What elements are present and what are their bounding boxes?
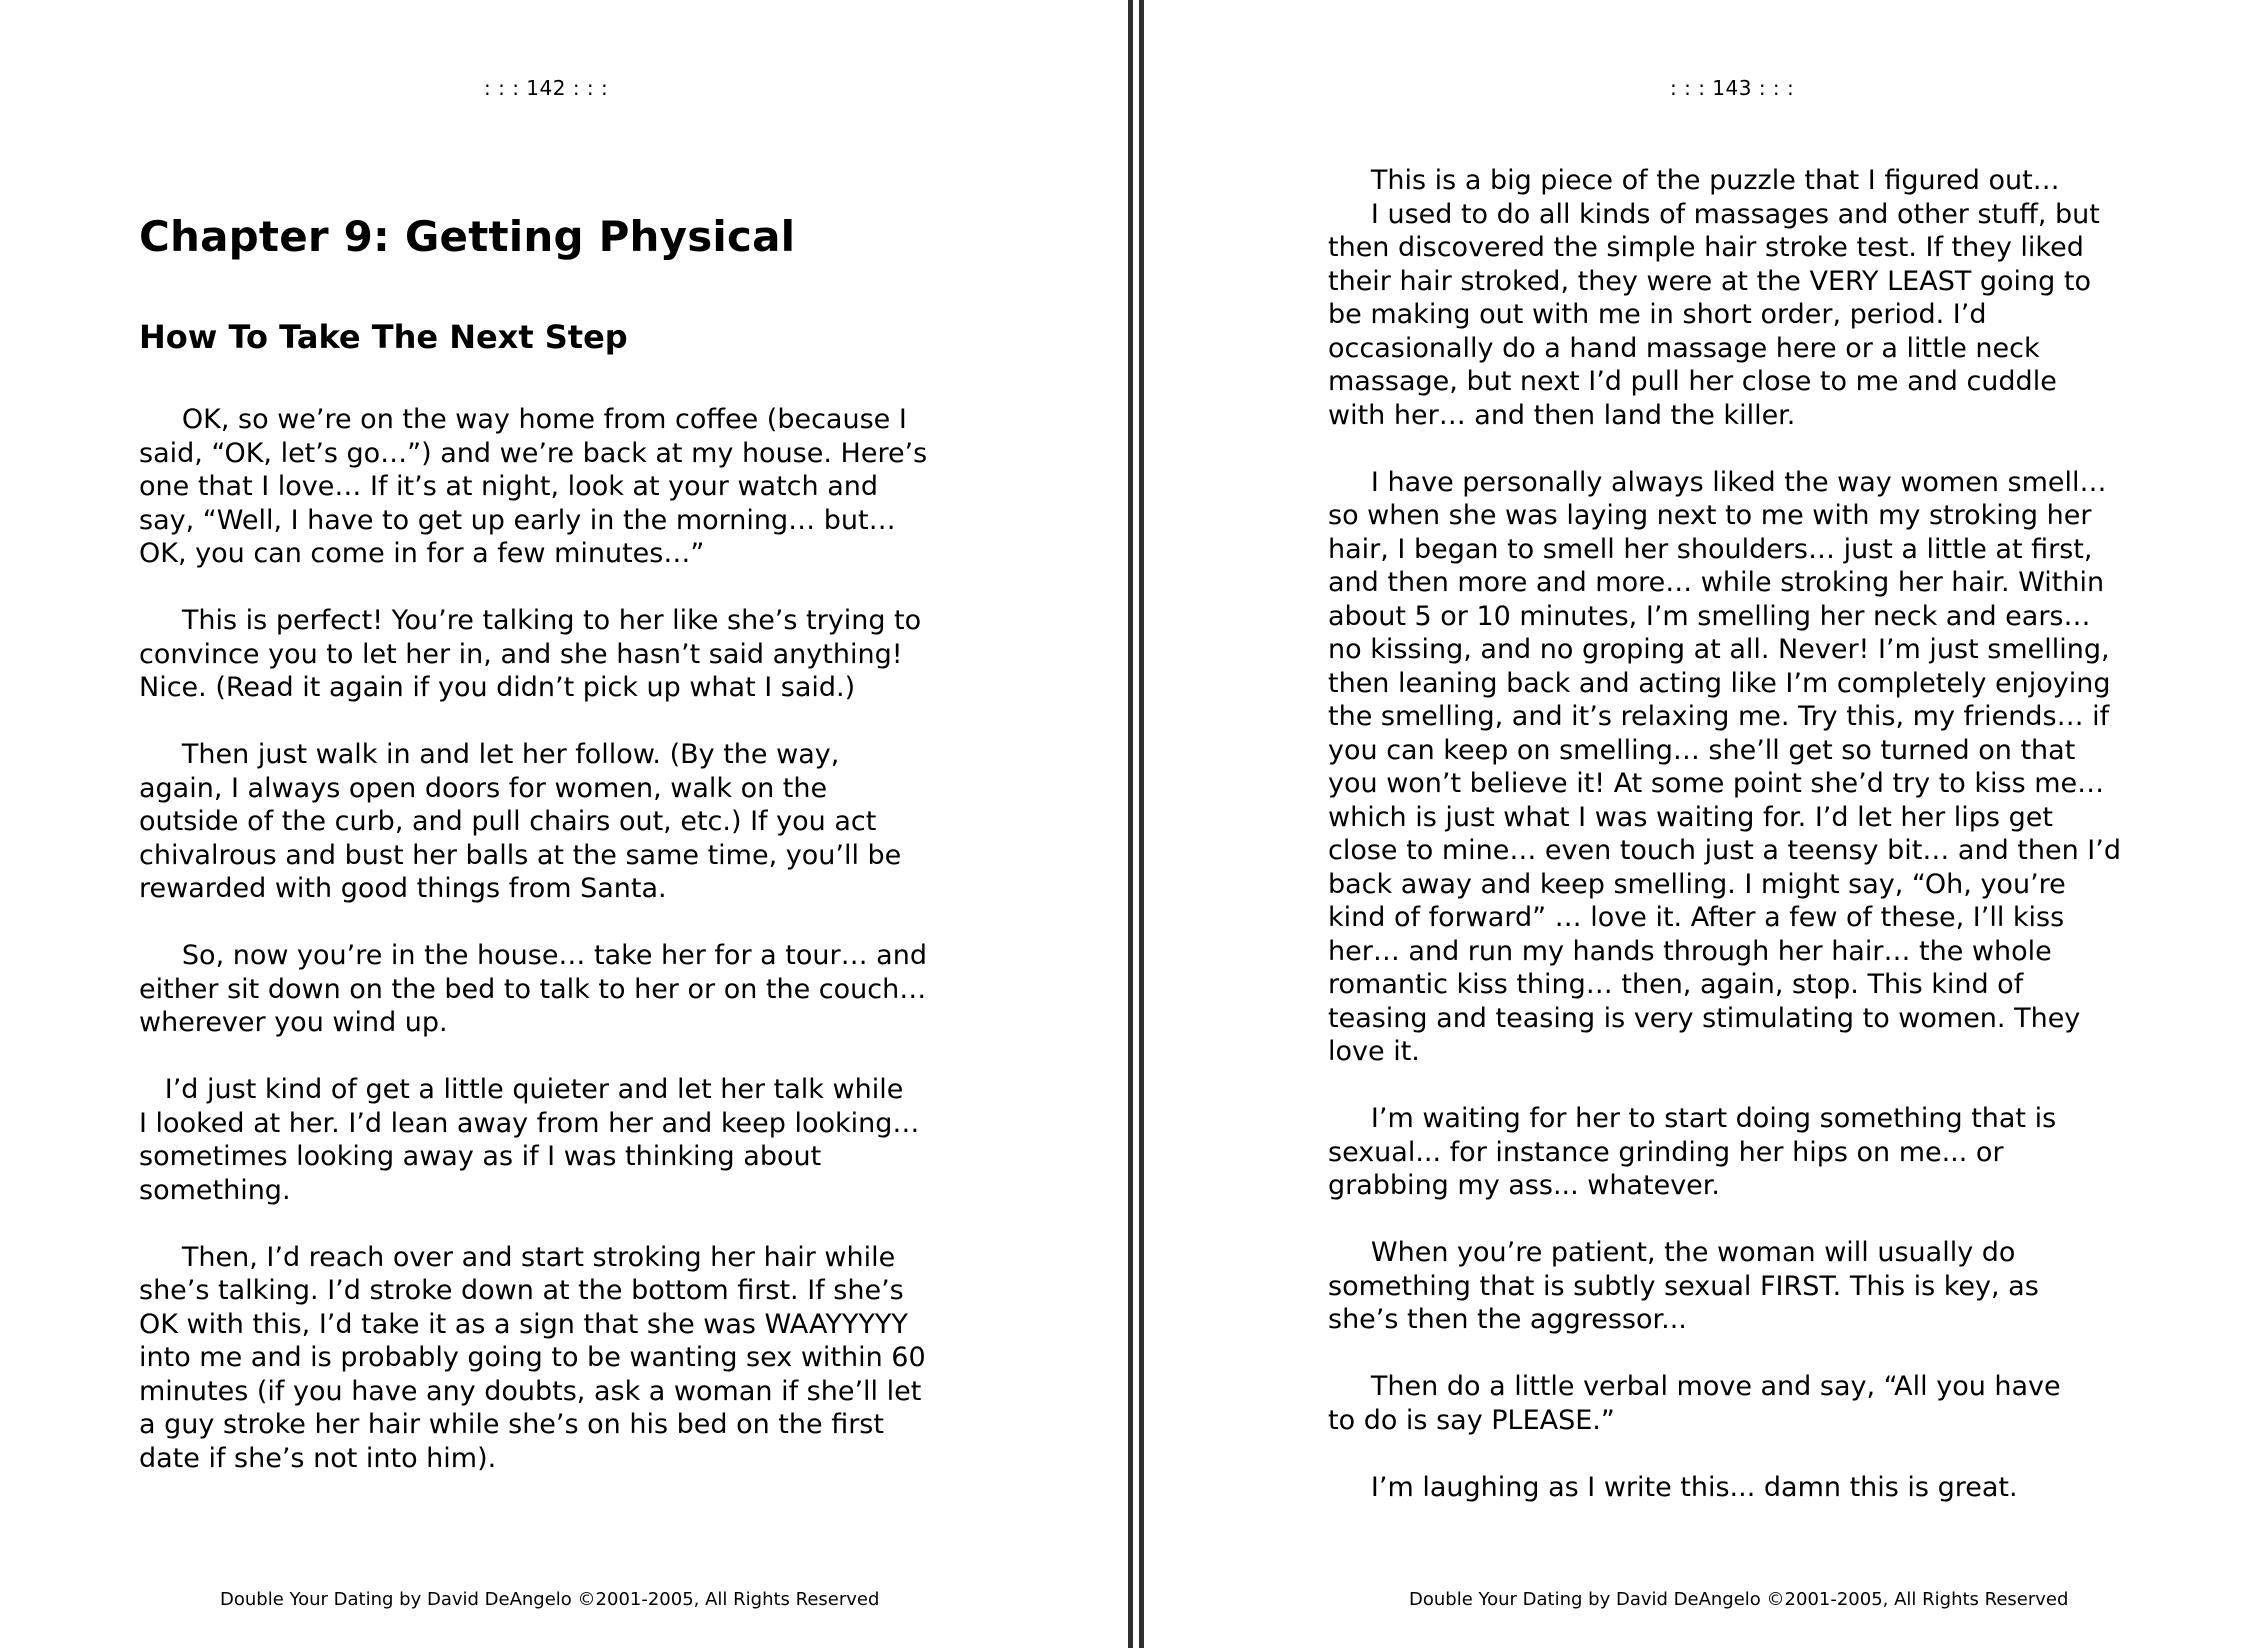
text-line: outside of the curb, and pull chairs out, etc.) If you act — [139, 806, 877, 837]
text-line: I’m waiting for her to start doing something that is — [1328, 1103, 2057, 1134]
page-number: : : : 143 : : : — [1670, 76, 1795, 100]
text-line: rewarded with good things from Santa. — [139, 873, 667, 904]
text-line: be making out with me in short order, period. I’d — [1328, 299, 1987, 330]
text-line: the smelling, and it’s relaxing me. Try this, my friends… if — [1328, 701, 2110, 732]
page-number: : : : 142 : : : — [484, 76, 609, 100]
text-line: So, now you’re in the house… take her for a tour… and — [139, 940, 927, 971]
text-line: their hair stroked, they were at the VERY LEAST going to — [1328, 265, 2092, 297]
text-line: her… and run my hands through her hair… the whole — [1328, 935, 2052, 967]
paragraph — [139, 939, 989, 1040]
chapter-title: Chapter 9: Getting Physical — [139, 212, 796, 261]
text-line: OK, so we’re on the way home from coffee (because I — [139, 404, 907, 435]
text-line: say, “Well, I have to get up early in the morning… but… — [139, 504, 896, 536]
text-line: again, I always open doors for women, walk on the — [139, 772, 828, 804]
text-line: then leaning back and acting like I’m completely enjoying — [1328, 667, 2111, 699]
text-line: with her… and then land the killer. — [1328, 399, 1796, 431]
text-line: I looked at her. I’d lean away from her and keep looking… — [139, 1107, 920, 1139]
paragraph-spacer — [139, 1207, 989, 1241]
paragraph — [1328, 1102, 2178, 1203]
body-text — [139, 403, 989, 1475]
text-line: grabbing my ass... whatever. — [1328, 1170, 1721, 1201]
text-line: hair, I began to smell her shoulders… just a little at first, — [1328, 533, 2093, 565]
text-line: you won’t believe it! At some point she’d try to kiss me… — [1328, 768, 2105, 799]
text-line: she’s then the aggressor... — [1328, 1304, 1687, 1335]
text-line: Then, I’d reach over and start stroking her hair while — [139, 1241, 896, 1273]
text-line: you can keep on smelling… she’ll get so turned on that — [1328, 734, 2076, 766]
paragraph — [1328, 1370, 2178, 1437]
paragraph-spacer — [1328, 1437, 2178, 1471]
paragraph-spacer — [1328, 1337, 2178, 1371]
text-line: This is a big piece of the puzzle that I figured out… — [1328, 165, 2060, 196]
right-page — [1144, 0, 2255, 1648]
text-line: occasionally do a hand massage here or a little neck — [1328, 332, 2040, 364]
text-line: then discovered the simple hair stroke test. If they liked — [1328, 232, 2084, 263]
text-line: OK with this, I’d take it as a sign that she was WAAYYYYY — [139, 1308, 908, 1340]
paragraph-spacer — [1328, 1203, 2178, 1237]
paragraph — [139, 403, 989, 571]
text-line: I’d just kind of get a little quieter and let her talk while — [139, 1074, 904, 1105]
text-line: date if she’s not into him). — [139, 1442, 497, 1474]
text-line: chivalrous and bust her balls at the same time, you’ll be — [139, 839, 902, 871]
text-line: romantic kiss thing… then, again, stop. This kind of — [1328, 969, 2024, 1000]
text-line: no kissing, and no groping at all. Never! I’m just smelling, — [1328, 634, 2110, 665]
paragraph-spacer — [1328, 1069, 2178, 1103]
paragraph-spacer — [139, 571, 989, 605]
text-line: teasing and teasing is very stimulating to women. They — [1328, 1002, 2081, 1034]
paragraph — [139, 604, 989, 705]
paragraph — [1328, 1236, 2178, 1337]
paragraph-spacer — [139, 906, 989, 940]
text-line: either sit down on the bed to talk to her or on the couch… — [139, 973, 927, 1005]
text-line: OK, you can come in for a few minutes…” — [139, 538, 705, 569]
text-line: close to mine… even touch just a teensy bit… and then I’d — [1328, 835, 2121, 866]
text-line: sometimes looking away as if I was thinking about — [139, 1141, 822, 1172]
paragraph — [139, 1073, 989, 1207]
paragraph-spacer — [1328, 432, 2178, 466]
text-line: about 5 or 10 minutes, I’m smelling her neck and ears… — [1328, 600, 2091, 632]
paragraph — [1328, 164, 2178, 432]
text-line: kind of forward” … love it. After a few of these, I’ll kiss — [1328, 902, 2065, 933]
text-line: Nice. (Read it again if you didn’t pick up what I said.) — [139, 672, 856, 703]
text-line: I have personally always liked the way women smell… — [1328, 466, 2107, 498]
paragraph-spacer — [139, 1040, 989, 1074]
text-line: love it. — [1328, 1036, 1420, 1067]
text-line: sexual... for instance grinding her hips on me... or — [1328, 1136, 2004, 1168]
body-text — [1328, 164, 2178, 1504]
text-line: minutes (if you have any doubts, ask a woman if she’ll let — [139, 1375, 922, 1407]
paragraph — [1328, 466, 2178, 1069]
text-line: convince you to let her in, and she hasn’t said anything! — [139, 638, 903, 670]
text-line: into me and is probably going to be wanting sex within 60 — [139, 1342, 926, 1373]
paragraph — [139, 1241, 989, 1476]
text-line: I’m laughing as I write this... damn this is great. — [1328, 1471, 2018, 1503]
paragraph-spacer — [139, 705, 989, 739]
text-line: to do is say PLEASE.” — [1328, 1404, 1615, 1436]
text-line: Then do a little verbal move and say, “All you have — [1328, 1371, 2061, 1402]
text-line: Then just walk in and let her follow. (By the way, — [139, 739, 840, 770]
text-line: When you’re patient, the woman will usually do — [1328, 1237, 2016, 1268]
text-line: one that I love… If it’s at night, look at your watch and — [139, 471, 878, 502]
paragraph — [139, 738, 989, 906]
text-line: which is just what I was waiting for. I’d let her lips get — [1328, 801, 2053, 833]
text-line: said, “OK, let’s go…”) and we’re back at my house. Here’s — [139, 437, 928, 469]
text-line: so when she was laying next to me with my stroking her — [1328, 500, 2092, 531]
text-line: massage, but next I’d pull her close to me and cuddle — [1328, 366, 2057, 397]
text-line: a guy stroke her hair while she’s on his bed on the first — [139, 1409, 884, 1440]
text-line: something that is subtly sexual FIRST. This is key, as — [1328, 1270, 2039, 1302]
text-line: wherever you wind up. — [139, 1007, 448, 1038]
text-line: This is perfect! You’re talking to her like she’s trying to — [139, 605, 922, 636]
text-line: I used to do all kinds of massages and other stuff, but — [1328, 198, 2100, 230]
section-title: How To Take The Next Step — [139, 318, 628, 356]
text-line: and then more and more… while stroking her hair. Within — [1328, 567, 2105, 598]
text-line: something. — [139, 1174, 291, 1206]
page-footer: Double Your Dating by David DeAngelo ©2001-2005, All Rights Reserved — [220, 1589, 880, 1610]
page-footer: Double Your Dating by David DeAngelo ©2001-2005, All Rights Reserved — [1409, 1589, 2069, 1610]
text-line: she’s talking. I’d stroke down at the bottom first. If she’s — [139, 1275, 904, 1306]
text-line: back away and keep smelling. I might say, “Oh, you’re — [1328, 868, 2066, 900]
paragraph — [1328, 1471, 2178, 1505]
